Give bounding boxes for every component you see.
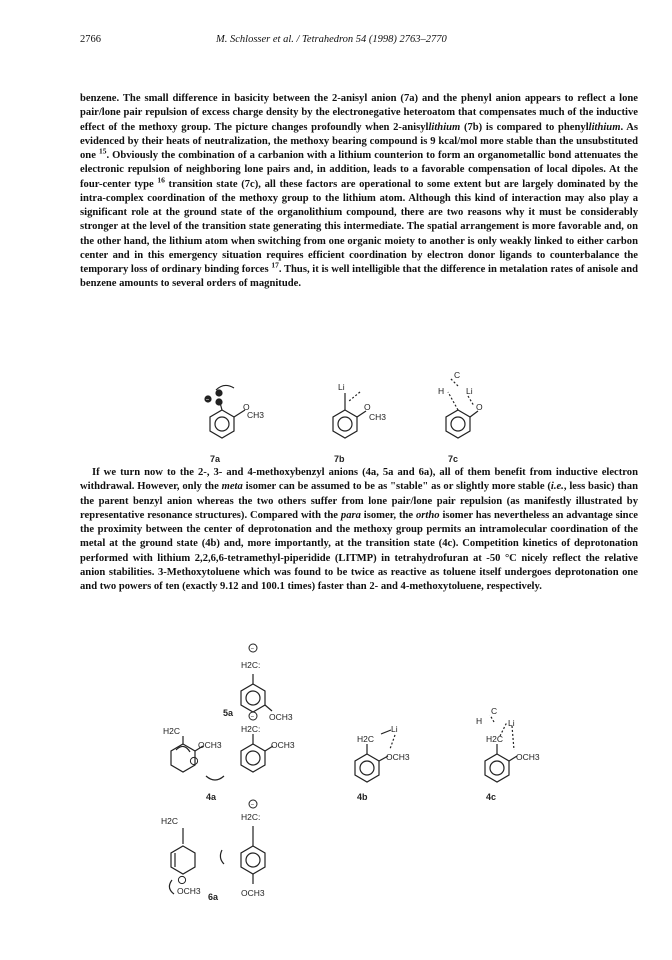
svg-text:OCH3: OCH3 <box>177 886 201 896</box>
label-4b: 4b <box>357 792 368 802</box>
svg-text:O: O <box>364 402 371 412</box>
svg-text:H2C:: H2C: <box>241 724 261 734</box>
svg-text:C: C <box>491 706 498 716</box>
label-7a: 7a <box>210 454 221 464</box>
text-run: benzene. The small difference in basicity between the 2-anisyl anion (7a) and the phenyl anion appears to reflect a lone pair/lone pair repulsion of excess charge density by the electronegative heteroatom that compensates much of the inductive effect of the methoxy group. The picture changes profoundly when 2-anisyl <box>80 93 638 133</box>
svg-text:H2C: H2C <box>486 734 504 744</box>
italic-run: meta <box>221 481 243 493</box>
paragraph-anisyl-lithium <box>80 92 638 292</box>
text-run: , less basic) than the parent benzyl anion whereas the two others suffer from lone pair/lone pair repulsion (as manifestly illustrated by representative resonance structures). Compared with the <box>80 481 638 521</box>
text-run: . Obviously the combination of a carbanion with a lithium counterion to form an organometallic bond attenuates the electronic repulsion of neighboring lone pairs and, in addition, leads to a favorable compensation of local dipoles. At the four-center type <box>80 150 638 190</box>
svg-text:OCH3: OCH3 <box>241 888 265 898</box>
italic-run: para <box>340 509 361 521</box>
svg-text:Li: Li <box>466 386 473 396</box>
svg-text:Li: Li <box>391 724 398 734</box>
svg-text:−: − <box>205 397 210 404</box>
page-header <box>80 34 640 48</box>
svg-text:CH3: CH3 <box>369 412 387 422</box>
text-run: (7b) is compared to phenyl <box>460 121 589 133</box>
svg-text:OCH3: OCH3 <box>386 752 410 762</box>
italic-run: lithium <box>428 121 461 133</box>
running-head: M. Schlosser et al. / Tetrahedron 54 (1998) 2763–2770 <box>216 34 447 45</box>
svg-text:CH3: CH3 <box>247 410 265 420</box>
svg-text:−: − <box>250 646 255 653</box>
svg-text:−: − <box>250 802 255 809</box>
svg-text:C: C <box>454 370 461 380</box>
label-5a: 5a <box>223 708 234 718</box>
reference-superscript: 16 <box>157 174 165 184</box>
svg-text:H2C:: H2C: <box>241 812 261 822</box>
svg-text:OCH3: OCH3 <box>271 740 295 750</box>
svg-text:OCH3: OCH3 <box>516 752 540 762</box>
label-6a: 6a <box>208 892 219 902</box>
italic-run: ortho <box>415 509 440 521</box>
text-run: transition state (7c), all these factors are operational to some extent but are largely dominated by the intra-complex coordination of the methoxy group to the lithium atom. Although this kind of interaction may also play a significant role at the ground state of the organolithium compound, there are two reasons why it must be considerably stronger at the level of the transition state generating this intermediate. The spatial arrangement is more favorable and, on the other hand, the lithium atom when switching from one organic moiety to another is only weakly linked to either carbon center and in this emergency situation requires efficient coordination by electron donor ligands to counterbalance the temporary loss of ordinary binding forces <box>80 178 639 275</box>
italic-run: lithium <box>588 121 621 133</box>
label-4a: 4a <box>206 792 217 802</box>
label-7b: 7b <box>334 454 345 464</box>
page-number: 2766 <box>80 34 101 45</box>
svg-text:H2C: H2C <box>357 734 375 744</box>
label-7c: 7c <box>448 454 459 464</box>
paragraph-methoxybenzyl-anions <box>80 466 638 594</box>
svg-text:H2C:: H2C: <box>241 660 261 670</box>
text-run: . Thus, it is well intelligible that the difference in metalation rates of anisole and benzene amounts to several orders of magnitude. <box>80 264 638 290</box>
reference-superscript: 15 <box>98 146 107 156</box>
text-run: . As evidenced by their heats of neutralization, the methoxy bearing compound is 9 kcal/mol more stable than the unsubstituted one <box>80 121 638 161</box>
label-4c: 4c <box>486 792 497 802</box>
svg-text:H2C: H2C <box>163 726 181 736</box>
svg-text:Li: Li <box>508 718 515 728</box>
italic-run: i.e. <box>550 481 564 493</box>
svg-text:OCH3: OCH3 <box>269 712 293 722</box>
text-run: isomer, the <box>360 509 416 521</box>
svg-text:H2C: H2C <box>161 816 179 826</box>
text-run: isomer has nevertheless an advantage since the proximity between the center of deprotonation and the methoxy group permits an intramolecular coordination of the metal at the ground state (4b) and, more importantly, at the transition state (4c). Competition kinetics of deprotonation performed with lithium 2,2,6,6-tetramethyl-piperidide (LITMP) in tetrahydrofuran at -50 °C nicely reflect the relative anion stabilities. 3-Methoxytoluene which was found to be twice as reactive as toluene itself undergoes deprotonation one and two powers of ten (exactly 9.12 and 100.1 times) faster than 2- and 4-methoxytoluene, respectively. <box>80 509 638 592</box>
text-run: isomer can be assumed to be as "stable" as or slightly more stable ( <box>242 481 551 493</box>
svg-text:−: − <box>250 714 255 721</box>
text-run: If we turn now to the 2-, 3- and 4-methoxybenzyl anions (4a, 5a and 6a), all of them benefit from inductive electron withdrawal. However, only the <box>80 467 638 493</box>
scheme-anisyl-species <box>0 366 672 464</box>
svg-text:O: O <box>476 402 483 412</box>
svg-text:OCH3: OCH3 <box>198 740 222 750</box>
svg-text:O: O <box>243 402 250 412</box>
svg-text:H: H <box>476 716 483 726</box>
svg-text:H: H <box>438 386 445 396</box>
reference-superscript: 17 <box>271 260 279 270</box>
svg-text:Li: Li <box>338 382 345 392</box>
scheme-methoxybenzyl-anions <box>0 640 672 940</box>
